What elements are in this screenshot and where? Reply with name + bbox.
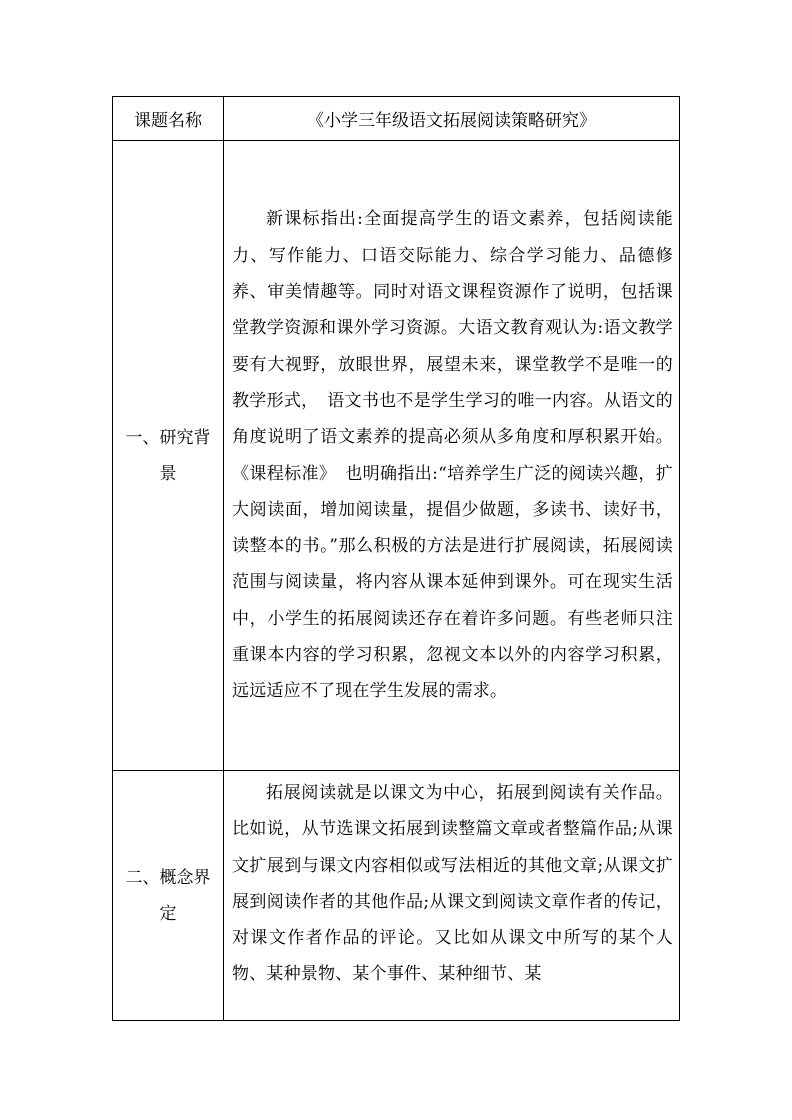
section-text-research-background: 新课标指出:全面提高学生的语文素养，包括阅读能力、写作能力、口语交际能力、综合学习能力、品德修养、审美情趣等。同时对语文课程资源作了说明，包括课堂教学资源和课外学习资源。大语文教育观认为:语文教学要有大视野，放眼世界，展望未来，课堂教学不是唯一的教学形式， 语文书也不是学生学习的唯一内容。从语文的角度说明了语文素养的提高必须从多角度和厚积累开始。《课程标准》 也明确指出:“培养学生广泛的阅读兴趣，扩大阅读面，增加阅读量，提倡少做题，多读书、读好书，读整本的书。”那么积极的方法是进行扩展阅读，拓展阅读范围与阅读量，将内容从课本延伸到课外。可在现实生活中，小学生的拓展阅读还存在着许多问题。有些老师只注重课本内容的学习积累，忽视文本以外的内容学习积累，远远适应不了现在学生发展的需求。	[224, 141, 680, 771]
table-header-row	[113, 97, 680, 141]
section-text-concept-definition: 拓展阅读就是以课文为中心，拓展到阅读有关作品。比如说，从节选课文拓展到读整篇文章或者整篇作品;从课文扩展到与课文内容相似或写法相近的其他文章;从课文扩展到阅读作者的其他作品;从课文到阅读文章作者的传记，对课文作者作品的评论。又比如从课文中所写的某个人物、某种景物、某个事件、某种细节、某	[224, 771, 680, 1021]
topic-name-label: 课题名称	[113, 97, 224, 141]
topic-title: 《小学三年级语文拓展阅读策略研究》	[224, 97, 680, 141]
research-topic-table	[112, 96, 680, 1021]
section-label-concept-definition: 二、概念界定	[113, 771, 224, 1021]
table-row-concept-definition	[113, 771, 680, 1021]
table-row-research-background	[113, 141, 680, 771]
section-label-research-background: 一、研究背景	[113, 141, 224, 771]
